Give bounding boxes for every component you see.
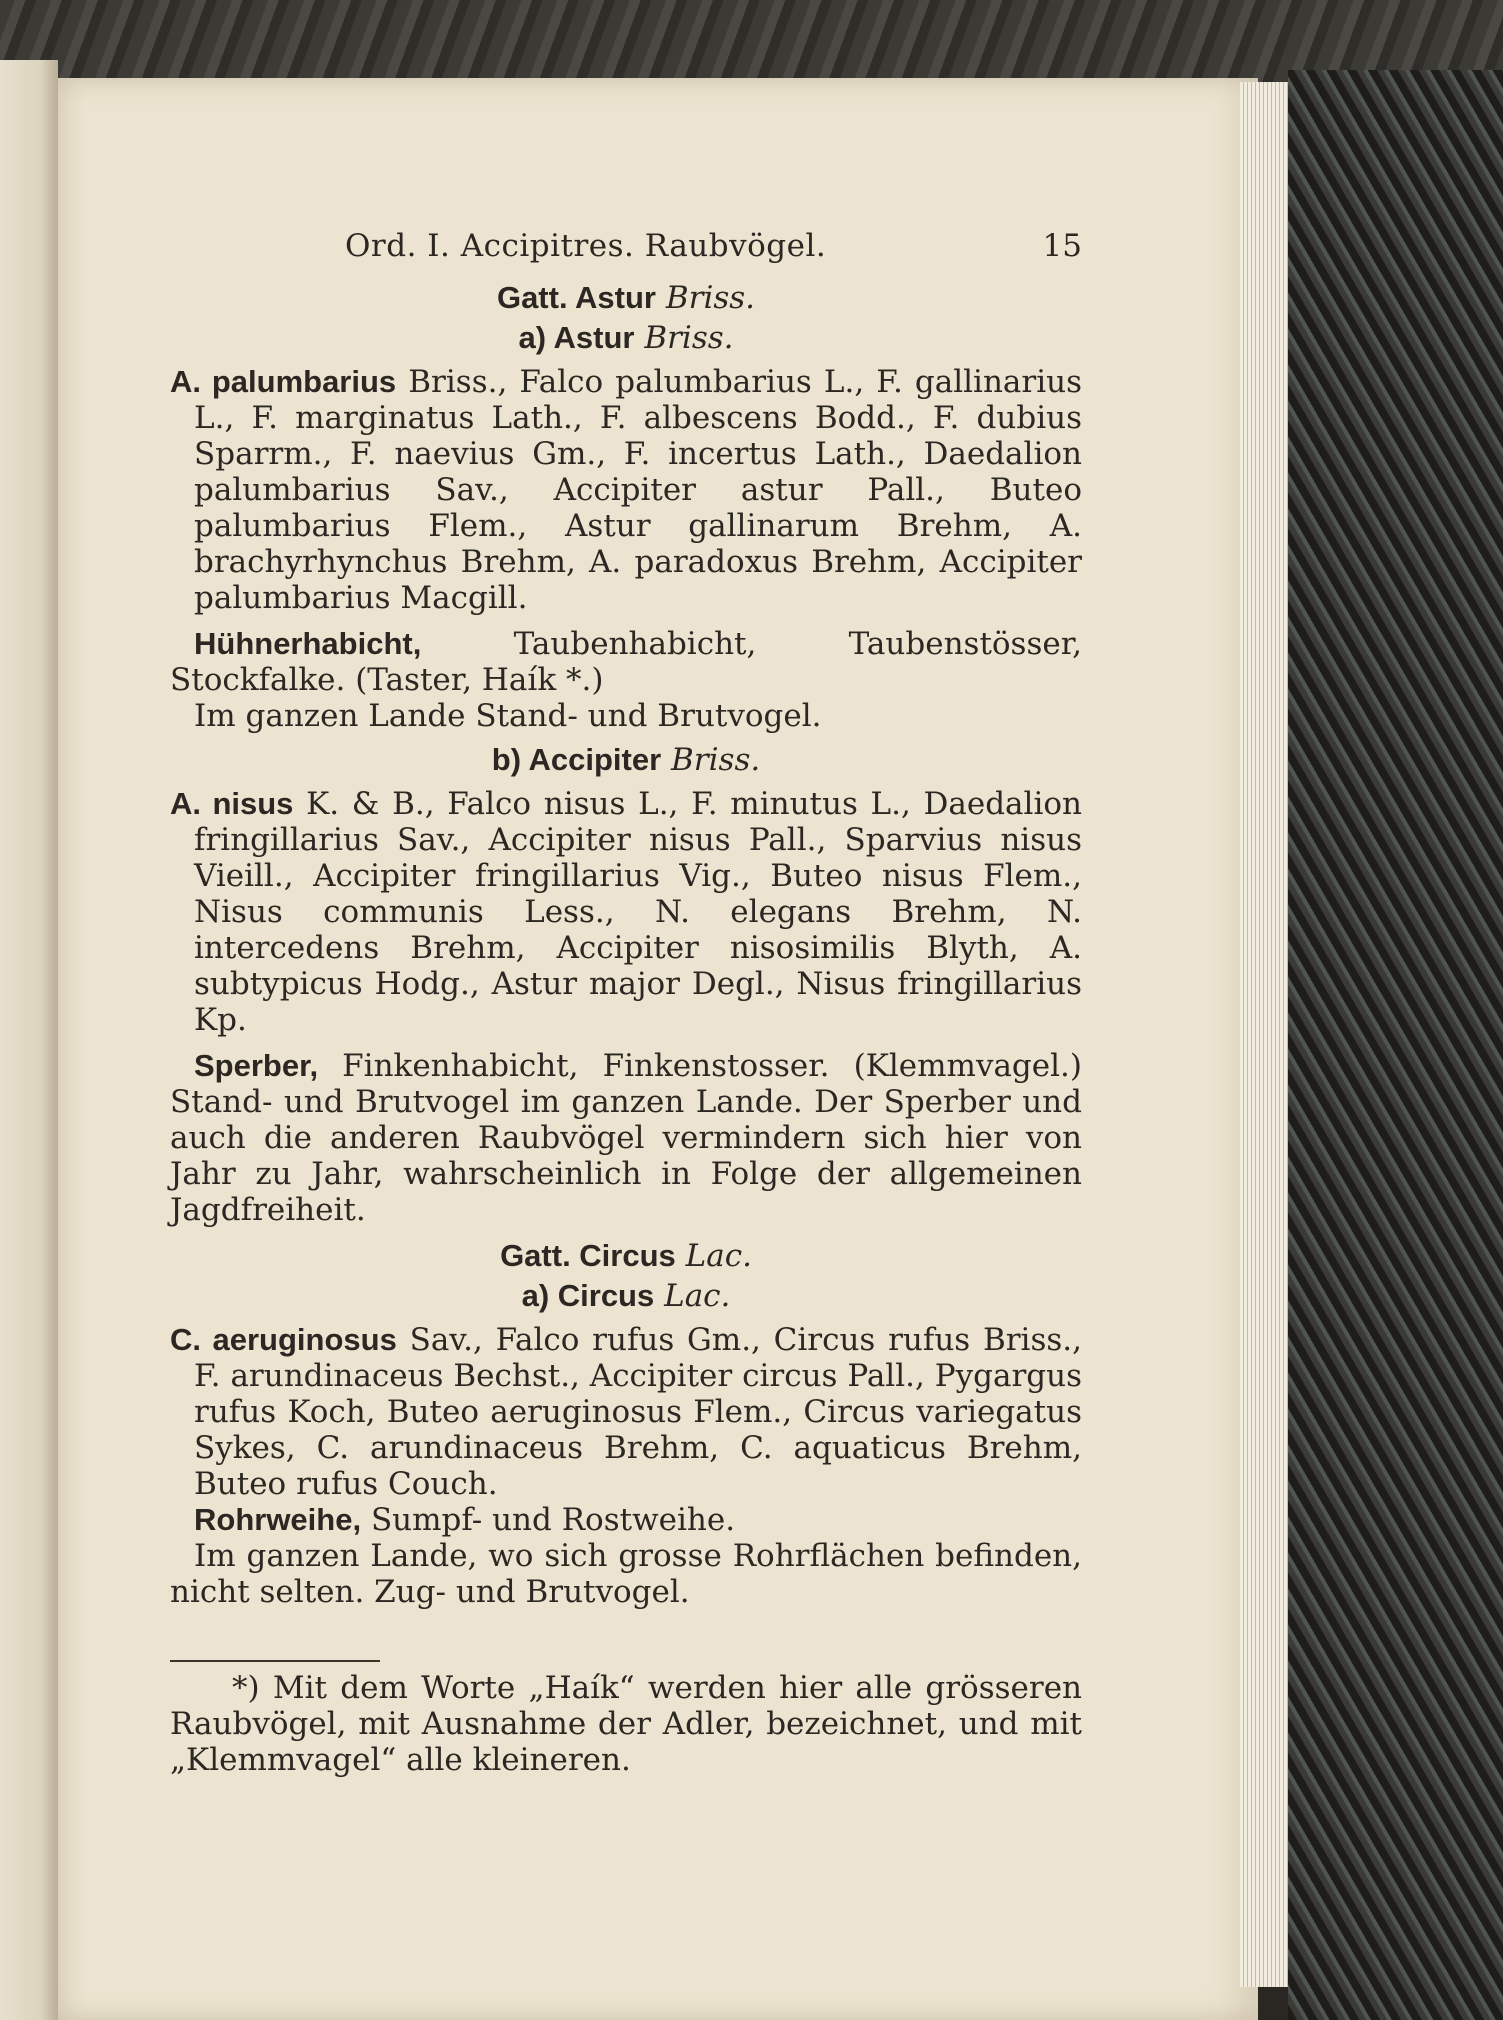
genus-heading-astur (170, 280, 1082, 320)
species-entry-nisus (170, 786, 1082, 1038)
species-name: C. aeruginosus (170, 1322, 397, 1357)
genus-label: Gatt. Circus (500, 1238, 676, 1273)
subgenus-author: Briss. (644, 320, 734, 356)
subgenus-heading-accipiter (170, 742, 1082, 782)
header-title: Ord. I. Accipitres. Raubvögel. (345, 228, 827, 264)
genus-heading-circus (170, 1238, 1082, 1278)
subgenus-label: b) Accipiter (491, 742, 662, 777)
species-entry-palumbarius (170, 364, 1082, 616)
common-name-palumbarius (170, 626, 1082, 698)
running-header (170, 228, 1082, 280)
status-aeruginosus: Im ganzen Lande, wo sich grosse Rohrflächen befinden, nicht selten. Zug- und Brutvogel. (170, 1538, 1082, 1610)
genus-author: Briss. (665, 280, 756, 316)
subgenus-heading-circus (170, 1278, 1082, 1318)
species-name: A. nisus (170, 786, 294, 821)
common-name-nisus (170, 1048, 1082, 1228)
common-name-aeruginosus (170, 1502, 1082, 1538)
common-name-rest: Taubenhabicht, Taubenstösser, Stockfalke. (Taster, Haík *.) (170, 626, 1082, 698)
common-name-rest: Finkenhabicht, Finkenstosser. (Klemmvagel.) Stand- und Brutvogel im ganzen Lande. Der Sperber und auch die anderen Raubvögel vermindern sich hier von Jahr zu Jahr, wahrscheinlich in Folge der allgemeinen Jagdfreiheit. (170, 1048, 1082, 1228)
common-name-rest: Sumpf- und Rostweihe. (361, 1502, 736, 1538)
species-synonyms: K. & B., Falco nisus L., F. minutus L., Daedalion fringillarius Sav., Accipiter nisus Pall., Sparvius nisus Vieill., Accipiter fringillarius Vig., Buteo nisus Flem., Nisus communis Less., N. elegans Brehm, N. intercedens Brehm, Accipiter nisosimilis Blyth, A. subtypicus Hodg., Astur major Degl., Nisus fringillarius Kp. (194, 786, 1082, 1038)
genus-author: Lac. (685, 1238, 752, 1274)
status-palumbarius: Im ganzen Lande Stand- und Brutvogel. (194, 698, 822, 734)
page-stack-edge (1240, 82, 1288, 1987)
species-synonyms: Briss., Falco palumbarius L., F. gallinarius L., F. marginatus Lath., F. albescens Bodd., F. dubius Sparrm., F. naevius Gm., F. incertus Lath., Daedalion palumbarius Sav., Accipiter astur Pall., Buteo palumbarius Flem., Astur gallinarum Brehm, A. brachyrhynchus Brehm, A. paradoxus Brehm, Accipiter palumbarius Macgill. (194, 364, 1083, 616)
common-name: Sperber, (194, 1048, 319, 1083)
species-name: A. palumbarius (170, 364, 397, 399)
subgenus-label: a) Astur (518, 320, 635, 355)
common-name: Hühnerhabicht, (194, 626, 422, 661)
footnote: *) Mit dem Worte „Haík“ werden hier alle grösseren Raubvögel, mit Ausnahme der Adler, bezeichnet, und mit „Klemmvagel“ alle kleineren. (170, 1670, 1082, 1778)
subgenus-author: Lac. (664, 1278, 731, 1314)
page-number: 15 (1042, 228, 1082, 264)
subgenus-heading-astur (170, 320, 1082, 360)
facing-page-edge (0, 60, 58, 2020)
common-name: Rohrweihe, (194, 1502, 362, 1537)
subgenus-author: Briss. (671, 742, 761, 778)
subgenus-label: a) Circus (521, 1278, 655, 1313)
species-synonyms: Sav., Falco rufus Gm., Circus rufus Briss., F. arundinaceus Bechst., Accipiter circus Pall., Pygargus rufus Koch, Buteo aeruginosus Flem., Circus variegatus Sykes, C. arundinaceus Brehm, C. aquaticus Brehm, Buteo rufus Couch. (194, 1322, 1082, 1502)
species-entry-aeruginosus (170, 1322, 1082, 1502)
page-content (170, 228, 1082, 1778)
genus-label: Gatt. Astur (496, 280, 656, 315)
footnote-divider (170, 1660, 380, 1662)
book-cover (1288, 70, 1503, 2020)
